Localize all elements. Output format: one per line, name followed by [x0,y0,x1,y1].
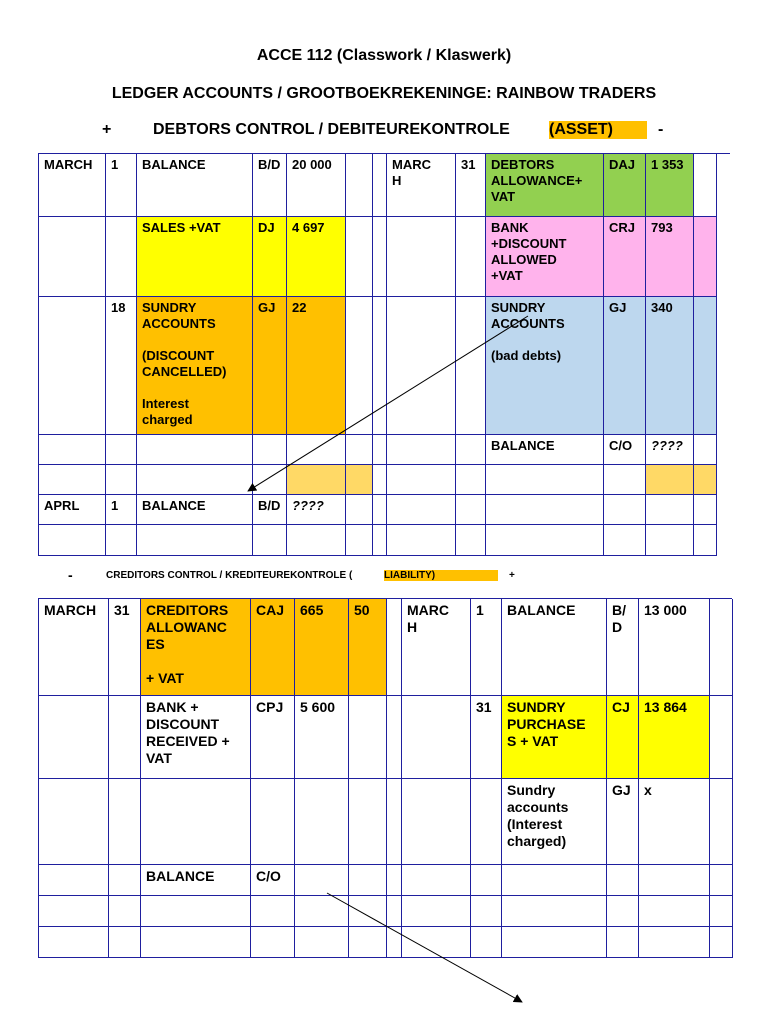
detail-cell: SALES +VAT [137,217,253,297]
date-month: MARCH [39,154,106,217]
date-month: MARC H [387,154,456,217]
detail-cell: Sundry accounts (Interest charged) [502,779,607,865]
detail-cell: BALANCE [486,435,604,465]
debtors-heading-text: DEBTORS CONTROL / DEBITEUREKONTROLE [153,121,510,138]
amount-cell: 13 864 [639,696,710,779]
date-day: 1 [106,495,137,525]
folio-cell: CPJ [251,696,295,779]
amount-cell: 13 000 [639,599,710,696]
date-month: MARCH [39,599,109,696]
folio-cell: CJ [607,696,639,779]
date-day: 31 [109,599,141,696]
detail-cell: BALANCE [141,865,251,896]
liability-label: LIABILITY) [384,570,498,581]
debit-sign: - [68,567,73,583]
folio-cell: C/O [251,865,295,896]
detail-cell: CREDITORS ALLOWANC ES + VAT [141,599,251,696]
folio-cell: CAJ [251,599,295,696]
creditors-heading-text: CREDITORS CONTROL / KREDITEUREKONTROLE ( [106,570,353,581]
amount-cell: ???? [646,435,694,465]
cents-cell: 50 [349,599,387,696]
amount-cell: 4 697 [287,217,346,297]
amount-cell: 340 [646,297,694,435]
date-day: 1 [106,154,137,217]
amount-cell: 20 000 [287,154,346,217]
folio-cell: B/ D [607,599,639,696]
date-day: 31 [471,696,502,779]
detail-cell: SUNDRY ACCOUNTS (bad debts) [486,297,604,435]
detail-cell: BANK +DISCOUNT ALLOWED +VAT [486,217,604,297]
amount-cell: 22 [287,297,346,435]
amount-cell: 1 353 [646,154,694,217]
folio-cell: B/D [253,495,287,525]
detail-cell: SUNDRY ACCOUNTS (DISCOUNT CANCELLED) Interest charged [137,297,253,435]
detail-cell: BALANCE [137,495,253,525]
page-title: ACCE 112 (Classwork / Klaswerk) [256,47,512,64]
detail-cell: SUNDRY PURCHASE S + VAT [502,696,607,779]
folio-cell: C/O [604,435,646,465]
credit-sign: - [658,121,664,138]
amount-cell: 665 [295,599,349,696]
detail-cell: BANK + DISCOUNT RECEIVED + VAT [141,696,251,779]
folio-cell: CRJ [604,217,646,297]
date-day: 1 [471,599,502,696]
date-day: 18 [106,297,137,435]
folio-cell: DAJ [604,154,646,217]
debit-sign: + [102,121,112,138]
folio-cell: B/D [253,154,287,217]
asset-label: (ASSET) [549,121,647,139]
date-day: 31 [456,154,486,217]
amount-cell: ???? [287,495,346,525]
page-subtitle: LEDGER ACCOUNTS / GROOTBOEKREKENINGE: RAINBOW TRADERS [111,85,657,102]
amount-cell: 5 600 [295,696,349,779]
amount-cell: 793 [646,217,694,297]
detail-cell: BALANCE [502,599,607,696]
balance-carry-down-arrow [327,893,522,1002]
balance-carry-down-arrow [248,316,528,491]
folio-cell: DJ [253,217,287,297]
detail-cell: DEBTORS ALLOWANCE+ VAT [486,154,604,217]
folio-cell: GJ [604,297,646,435]
date-month: APRL [39,495,106,525]
folio-cell: GJ [607,779,639,865]
amount-cell: x [639,779,710,865]
detail-cell: BALANCE [137,154,253,217]
folio-cell: GJ [253,297,287,435]
date-month: MARC H [402,599,471,696]
credit-sign: + [509,570,515,581]
